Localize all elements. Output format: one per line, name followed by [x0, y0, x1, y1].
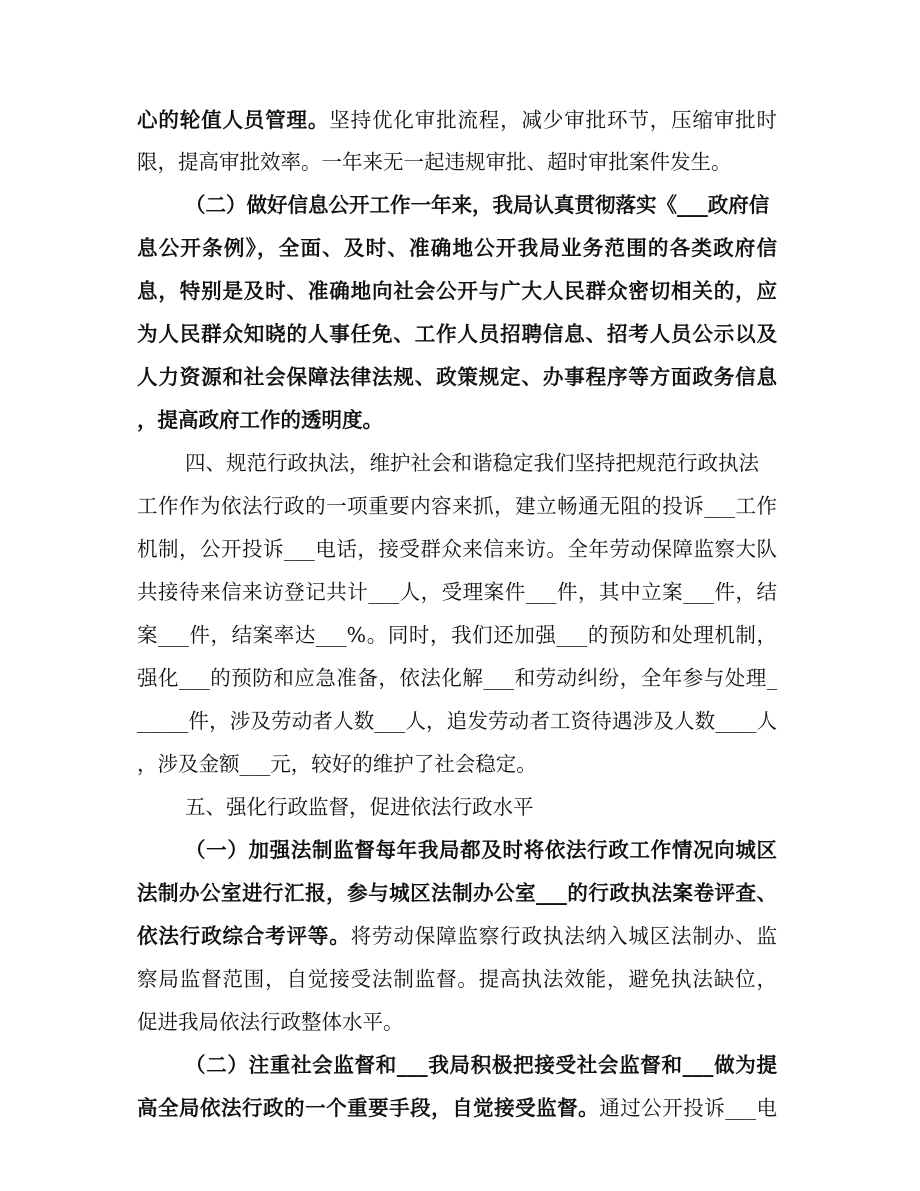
paragraph-line: 息公开条例》，全面、及时、准确地公开我局业务范围的各类政府信: [137, 236, 777, 260]
section-heading-supervision: 五、强化行政监督，促进依法行政水平: [185, 795, 534, 819]
paragraph-line: ，提高政府工作的透明度。: [137, 408, 383, 432]
subsection-heading-legal-supervision: （一）加强法制监督每年我局都及时将依法行政工作情况向城区: [185, 838, 777, 862]
section-heading-info-disclosure: （二）做好信息公开工作一年来，我局认真贯彻落实《___政府信: [185, 193, 770, 217]
paragraph-line: 依法行政综合考评等。将劳动保障监察行政执法纳入城区法制办、监: [137, 924, 777, 948]
paragraph-line: 人力资源和社会保障法律法规、政策规定、办事程序等方面政务信息: [137, 365, 777, 389]
paragraph-line: 强化___的预防和应急准备，依法化解___和劳动纠纷，全年参与处理_: [137, 666, 777, 690]
section-heading-law-enforcement: 四、规范行政执法，维护社会和谐稳定我们坚持把规范行政执法: [185, 451, 759, 475]
paragraph-line: 工作作为依法行政的一项重要内容来抓，建立畅通无阻的投诉___工作: [137, 494, 777, 518]
paragraph-line: 限，提高审批效率。一年来无一起违规审批、超时审批案件发生。: [137, 150, 732, 174]
paragraph-line: 促进我局依法行政整体水平。: [137, 1010, 404, 1034]
paragraph-line: 察局监督范围，自觉接受法制监督。提高执法效能，避免执法缺位，: [137, 967, 777, 991]
subsection-heading-social-supervision: （二）注重社会监督和___我局积极把接受社会监督和___做为提: [185, 1053, 777, 1077]
paragraph-line: 案___件，结案率达___%。同时，我们还加强___的预防和处理机制，: [137, 623, 777, 647]
paragraph-line: 机制，公开投诉___电话，接受群众来信来访。全年劳动保障监察大队: [137, 537, 777, 561]
paragraph-line: 法制办公室进行汇报，参与城区法制办公室___的行政执法案卷评查、: [137, 881, 777, 905]
paragraph-line: 为人民群众知晓的人事任免、工作人员招聘信息、招考人员公示以及: [137, 322, 777, 346]
paragraph-line: _____件，涉及劳动者人数___人，追发劳动者工资待遇涉及人数____人: [137, 709, 777, 733]
paragraph-line: ，涉及金额___元，较好的维护了社会稳定。: [137, 752, 537, 776]
paragraph-line: 高全局依法行政的一个重要手段，自觉接受监督。通过公开投诉___电: [137, 1096, 777, 1120]
paragraph-line: 息，特别是及时、准确地向社会公开与广大人民群众密切相关的，应: [137, 279, 777, 303]
paragraph-line: 心的轮值人员管理。坚持优化审批流程，减少审批环节，压缩审批时: [137, 108, 777, 132]
paragraph-line: 共接待来信来访登记共计___人，受理案件___件，其中立案___件，结: [137, 580, 777, 604]
